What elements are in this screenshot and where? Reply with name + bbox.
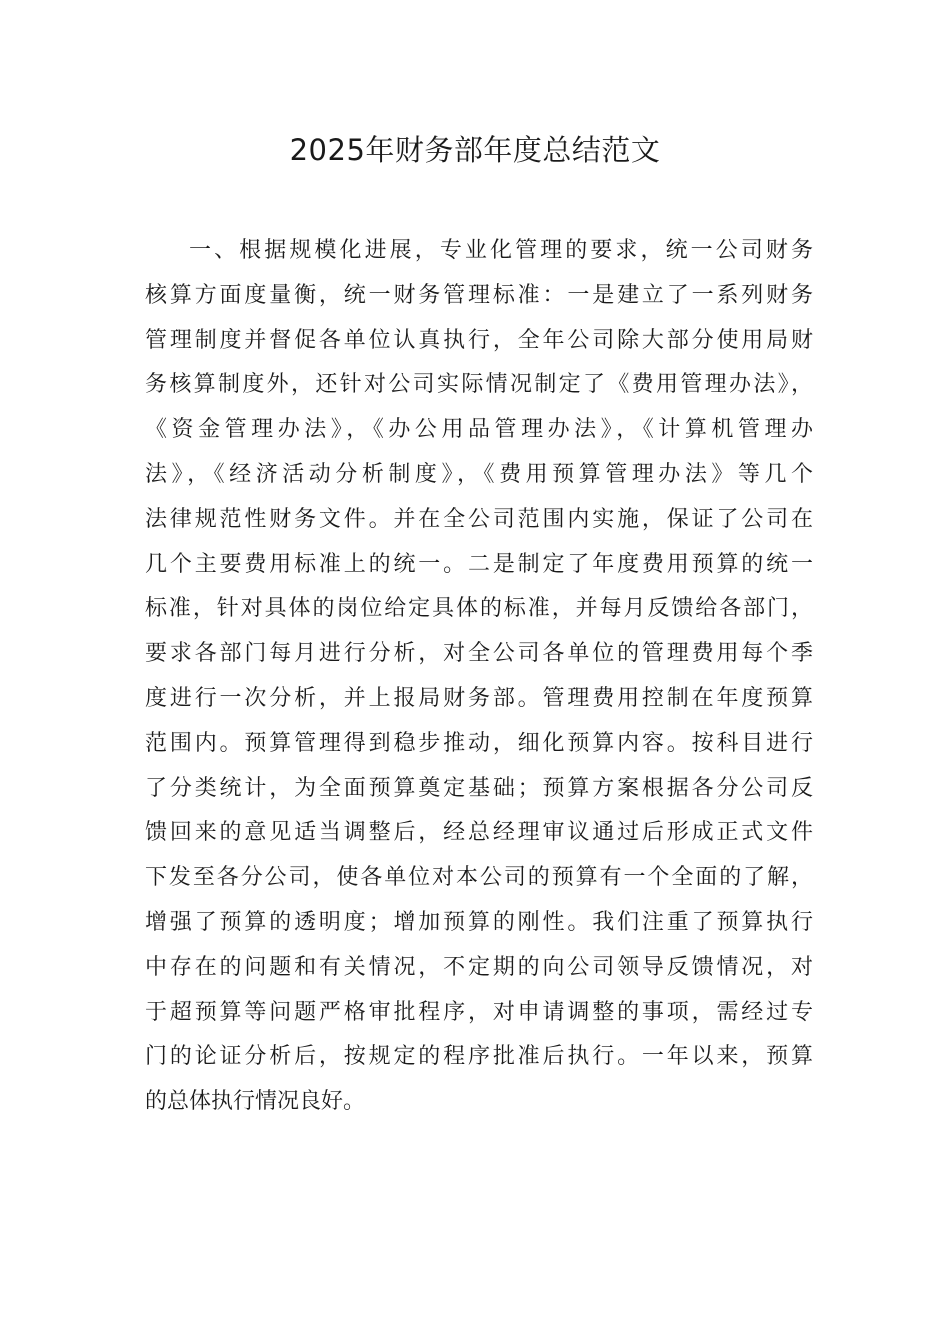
document-title: 2025年财务部年度总结范文 xyxy=(289,133,661,167)
paragraph-line: 范围内。预算管理得到稳步推动，细化预算内容。按科目进行 xyxy=(145,730,813,756)
paragraph-line: 门的论证分析后，按规定的程序批准后执行。一年以来，预算 xyxy=(145,1044,813,1070)
paragraph-line: 《资金管理办法》，《办公用品管理办法》，《计算机管理办 xyxy=(145,417,813,443)
paragraph-line: 于超预算等问题严格审批程序，对申请调整的事项，需经过专 xyxy=(145,999,813,1025)
paragraph-line: 的总体执行情况良好。 xyxy=(145,1089,366,1115)
paragraph-line: 务核算制度外，还针对公司实际情况制定了《费用管理办法》， xyxy=(145,372,813,398)
paragraph-line: 要求各部门每月进行分析，对全公司各单位的管理费用每个季 xyxy=(145,641,813,667)
paragraph-line: 管理制度并督促各单位认真执行，全年公司除大部分使用局财 xyxy=(145,327,813,353)
paragraph-line: 度进行一次分析，并上报局财务部。管理费用控制在年度预算 xyxy=(145,685,813,711)
paragraph-line: 标准，针对具体的岗位给定具体的标准，并每月反馈给各部门， xyxy=(145,596,813,622)
paragraph-line: 几个主要费用标准上的统一。二是制定了年度费用预算的统一 xyxy=(145,551,813,577)
paragraph-line: 馈回来的意见适当调整后，经总经理审议通过后形成正式文件 xyxy=(145,820,813,846)
paragraph-line: 增强了预算的透明度；增加预算的刚性。我们注重了预算执行 xyxy=(145,909,813,935)
paragraph-line: 法》，《经济活动分析制度》，《费用预算管理办法》等几个 xyxy=(145,461,813,487)
paragraph-line: 中存在的问题和有关情况，不定期的向公司领导反馈情况，对 xyxy=(145,954,813,980)
paragraph-line: 了分类统计，为全面预算奠定基础；预算方案根据各分公司反 xyxy=(145,775,813,801)
paragraph-line: 一、根据规模化进展，专业化管理的要求，统一公司财务 xyxy=(189,238,813,263)
paragraph-line: 法律规范性财务文件。并在全公司范围内实施，保证了公司在 xyxy=(145,506,813,532)
paragraph-line: 下发至各分公司，使各单位对本公司的预算有一个全面的了解， xyxy=(145,865,813,891)
paragraph-line: 核算方面度量衡，统一财务管理标准：一是建立了一系列财务 xyxy=(145,282,813,308)
document-body xyxy=(145,229,813,1125)
